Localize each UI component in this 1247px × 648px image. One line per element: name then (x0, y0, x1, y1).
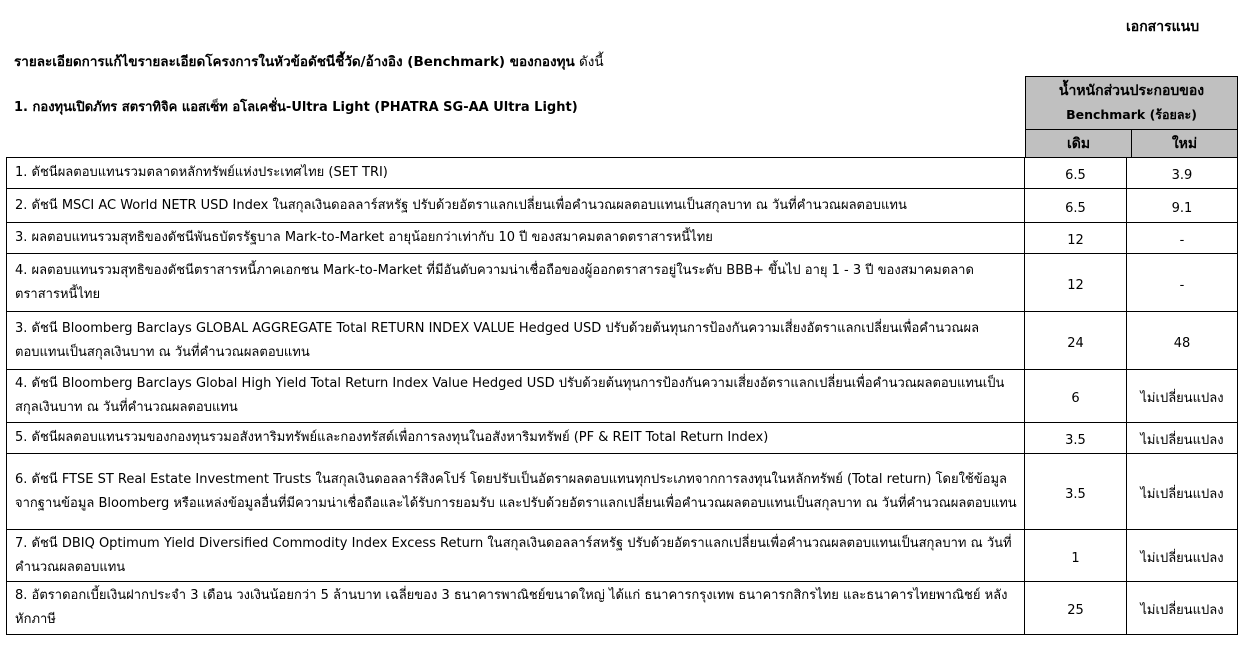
row-description: 4. ผลตอบแทนรวมสุทธิของดัชนีตราสารหนี้ภาคเอกชน Mark-to-Market ที่มีอันดับความน่าเชื่อถือของผู้ออกตราสารอยู่ในระดับ BBB+ ขึ้นไป อายุ 1 - 3 ปี ของสมาคมตลาดตราสารหนี้ไทย (7, 254, 1025, 312)
row-new-weight: ไม่เปลี่ยนแปลง (1127, 454, 1238, 530)
fund-title: 1. กองทุนเปิดภัทร สตราทิจิค แอสเซ็ท อโลเคชั่น-Ultra Light (PHATRA SG-AA Ultra Light) (14, 100, 578, 115)
row-old-weight: 3.5 (1025, 454, 1127, 530)
row-old-weight: 3.5 (1025, 423, 1127, 454)
table-row (7, 223, 1238, 254)
row-old-weight: 25 (1025, 582, 1127, 635)
row-new-weight: 9.1 (1127, 189, 1238, 223)
benchmark-table (6, 157, 1238, 635)
intro-heading (14, 50, 604, 72)
table-row (7, 530, 1238, 582)
weight-header (1025, 76, 1238, 158)
attachment-label: เอกสารแนบ (1126, 19, 1200, 35)
row-description: 7. ดัชนี DBIQ Optimum Yield Diversified Commodity Index Excess Return ในสกุลเงินดอลลาร์สหรัฐ ปรับด้วยอัตราแลกเปลี่ยนเพื่อคำนวณผลตอบแทนเป็นสกุลบาท ณ วันที่คำนวณผลตอบแทน (7, 530, 1025, 582)
row-description: 5. ดัชนีผลตอบแทนรวมของกองทุนรวมอสังหาริมทรัพย์และกองทรัสต์เพื่อการลงทุนในอสังหาริมทรัพย์ (PF & REIT Total Return Index) (7, 423, 1025, 454)
weight-title-line2: Benchmark (ร้อยละ) (1066, 107, 1197, 122)
weight-title-cell (1026, 77, 1238, 130)
row-new-weight: 48 (1127, 312, 1238, 370)
row-new-weight: ไม่เปลี่ยนแปลง (1127, 530, 1238, 582)
row-description: 3. ดัชนี Bloomberg Barclays GLOBAL AGGREGATE Total RETURN INDEX VALUE Hedged USD ปรับด้วยต้นทุนการป้องกันความเสี่ยงอัตราแลกเปลี่ยนเพื่อคำนวณผลตอบแทนเป็นสกุลเงินบาท ณ วันที่คำนวณผลตอบแทน (7, 312, 1025, 370)
row-old-weight: 12 (1025, 223, 1127, 254)
weight-title-line1: น้ำหนักส่วนประกอบของ (1058, 83, 1205, 99)
row-old-weight: 1 (1025, 530, 1127, 582)
row-description: 8. อัตราดอกเบี้ยเงินฝากประจำ 3 เดือน วงเงินน้อยกว่า 5 ล้านบาท เฉลี่ยของ 3 ธนาคารพาณิชย์ขนาดใหญ่ ได้แก่ ธนาคารกรุงเทพ ธนาคารกสิกรไทย และธนาคารไทยพาณิชย์ หลังหักภาษี (7, 582, 1025, 635)
row-description: 1. ดัชนีผลตอบแทนรวมตลาดหลักทรัพย์แห่งประเทศไทย (SET TRI) (7, 158, 1025, 189)
row-old-weight: 6 (1025, 370, 1127, 423)
intro-bold-text: รายละเอียดการแก้ไขรายละเอียดโครงการในหัวข้อดัชนีชี้วัด/อ้างอิง (Benchmark) ของกองทุน (14, 54, 575, 70)
row-old-weight: 6.5 (1025, 158, 1127, 189)
table-row (7, 582, 1238, 635)
row-description: 4. ดัชนี Bloomberg Barclays Global High Yield Total Return Index Value Hedged USD ปรับด้วยต้นทุนการป้องกันความเสี่ยงอัตราแลกเปลี่ยนเพื่อคำนวณผลตอบแทนเป็นสกุลเงินบาท ณ วันที่คำนวณผลตอบแทน (7, 370, 1025, 423)
table-row (7, 254, 1238, 312)
row-description: 6. ดัชนี FTSE ST Real Estate Investment Trusts ในสกุลเงินดอลลาร์สิงคโปร์ โดยปรับเป็นอัตราผลตอบแทนทุกประเภทจากการลงทุนในหลักทรัพย์ (Total return) โดยใช้ข้อมูลจากฐานข้อมูล Bloomberg หรือแหล่งข้อมูลอื่นที่มีความน่าเชื่อถือและได้รับการยอมรับ และปรับด้วยอัตราแลกเปลี่ยนเพื่อคำนวณผลตอบแทนเป็นสกุลบาท ณ วันที่คำนวณผลตอบแทน (7, 454, 1025, 530)
table-row (7, 454, 1238, 530)
row-new-weight: 3.9 (1127, 158, 1238, 189)
row-new-weight: - (1127, 254, 1238, 312)
intro-normal-text: ดังนี้ (574, 54, 604, 70)
table-row (7, 189, 1238, 223)
table-row (7, 158, 1238, 189)
row-new-weight: - (1127, 223, 1238, 254)
column-header-new: ใหม่ (1132, 130, 1238, 158)
table-row (7, 312, 1238, 370)
row-new-weight: ไม่เปลี่ยนแปลง (1127, 370, 1238, 423)
row-old-weight: 6.5 (1025, 189, 1127, 223)
row-new-weight: ไม่เปลี่ยนแปลง (1127, 423, 1238, 454)
column-header-old: เดิม (1026, 130, 1132, 158)
row-old-weight: 12 (1025, 254, 1127, 312)
row-new-weight: ไม่เปลี่ยนแปลง (1127, 582, 1238, 635)
row-description: 3. ผลตอบแทนรวมสุทธิของดัชนีพันธบัตรรัฐบาล Mark-to-Market อายุน้อยกว่าเท่ากับ 10 ปี ของสมาคมตลาดตราสารหนี้ไทย (7, 223, 1025, 254)
row-description: 2. ดัชนี MSCI AC World NETR USD Index ในสกุลเงินดอลลาร์สหรัฐ ปรับด้วยอัตราแลกเปลี่ยนเพื่อคำนวณผลตอบแทนเป็นสกุลบาท ณ วันที่คำนวณผลตอบแทน (7, 189, 1025, 223)
table-row (7, 423, 1238, 454)
row-old-weight: 24 (1025, 312, 1127, 370)
table-row (7, 370, 1238, 423)
